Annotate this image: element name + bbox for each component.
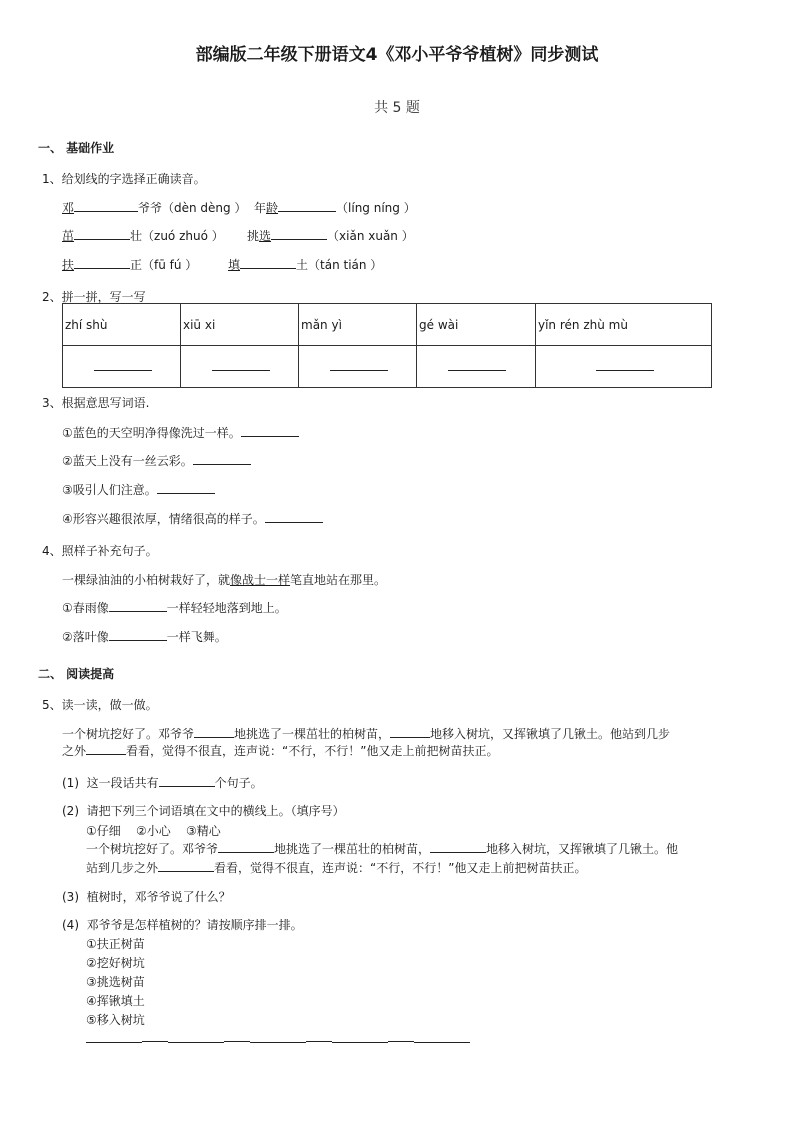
answer-blank[interactable] <box>271 228 327 240</box>
question-count: 共 5 题 <box>374 100 420 116</box>
answer-blank[interactable] <box>158 860 214 872</box>
answer-blank[interactable] <box>240 257 296 269</box>
answer-blank[interactable] <box>109 629 167 641</box>
underlined-char: 填 <box>228 258 241 272</box>
q1-row-3-b: 填 土（tán tián ） <box>228 258 383 272</box>
sub-question-3: (3) 植树时，邓爷爷说了什么？ <box>62 890 231 904</box>
order-item: ①扶正树苗 <box>86 937 145 951</box>
q3-item: ③吸引人们注意。 <box>62 481 215 498</box>
answer-blank[interactable] <box>74 228 130 240</box>
answer-blank[interactable] <box>157 482 215 494</box>
q1-row-1-b: 年龄 （líng níng ） <box>254 201 416 215</box>
reading-passage-line-2: 之外 看看，觉得不很直，连声说：“不行，不行！”他又走上前把树苗扶正。 <box>62 744 499 758</box>
sub-question-1: (1) 这一段话共有 个句子。 <box>62 776 263 790</box>
answer-blank[interactable] <box>218 841 274 853</box>
sub2-passage-line-1: 一个树坑挖好了。邓爷爷 地挑选了一棵茁壮的柏树苗， 地移入树坑，又挥锹填了几锹土。他 <box>86 842 679 856</box>
answer-blank[interactable] <box>193 453 251 465</box>
answer-blank[interactable] <box>168 1033 224 1043</box>
section-heading-basic: 一、 基础作业 <box>38 141 115 155</box>
reading-passage-line-1: 一个树坑挖好了。邓爷爷 地挑选了一棵茁壮的柏树苗， 地移入树坑，又挥锹填了几锹土。他站到几步 <box>62 727 671 741</box>
underlined-char: 龄 <box>266 201 279 215</box>
q4-example: 一棵绿油油的小柏树栽好了，就像战士一样笔直地站在那里。 <box>62 573 387 587</box>
q4-item-1: ①春雨像 一样轻轻地落到地上。 <box>62 601 287 615</box>
underlined-char: 邓 <box>62 201 75 215</box>
answer-blank[interactable] <box>194 726 234 738</box>
q1-row-3-a: 扶 正（fū fú ） <box>62 258 198 272</box>
answer-blank[interactable] <box>109 600 167 612</box>
answer-blank[interactable] <box>414 1033 470 1043</box>
answer-cell[interactable] <box>299 346 417 388</box>
pinyin-table <box>62 303 712 388</box>
q1-row-2-a: 茁 壮（zuó zhuó ） <box>62 229 224 243</box>
sub2-passage-line-2: 站到几步之外 看看，觉得不很直，连声说：“不行，不行！”他又走上前把树苗扶正。 <box>86 861 587 875</box>
underlined-char: 茁 <box>62 229 75 243</box>
answer-blank[interactable] <box>241 425 299 437</box>
arrow-dash <box>306 1038 332 1042</box>
arrow-dash <box>388 1038 414 1042</box>
order-answer-line <box>86 1032 470 1046</box>
answer-blank[interactable] <box>159 775 215 787</box>
answer-blank[interactable] <box>74 200 138 212</box>
answer-cell[interactable] <box>181 346 299 388</box>
q1-row-1-a: 邓 爷爷（dèn dèng ） <box>62 201 247 215</box>
arrow-dash <box>224 1038 250 1042</box>
answer-blank[interactable] <box>74 257 130 269</box>
question-5-stem: 5、读一读，做一做。 <box>42 698 158 712</box>
question-2-stem: 2、拼一拼，写一写 <box>42 290 146 304</box>
section-heading-reading: 二、 阅读提高 <box>38 667 115 681</box>
answer-blank[interactable] <box>265 511 323 523</box>
answer-blank[interactable] <box>332 1033 388 1043</box>
answer-cell[interactable] <box>417 346 536 388</box>
arrow-dash <box>142 1038 168 1042</box>
sub-question-4: (4) 邓爷爷是怎样植树的？请按顺序排一排。 <box>62 918 303 932</box>
pinyin-cell: zhí shù <box>63 304 181 346</box>
pinyin-cell: gé wài <box>417 304 536 346</box>
answer-blank[interactable] <box>86 743 126 755</box>
sub2-options: ①仔细 ②小心 ③精心 <box>86 824 221 838</box>
pinyin-cell: yǐn rén zhù mù <box>536 304 712 346</box>
answer-cell[interactable] <box>536 346 712 388</box>
pinyin-cell: xiū xi <box>181 304 299 346</box>
q3-item: ①蓝色的天空明净得像洗过一样。 <box>62 424 299 441</box>
question-3-stem: 3、根据意思写词语. <box>42 396 150 410</box>
question-4-stem: 4、照样子补充句子。 <box>42 544 158 558</box>
order-item: ③挑选树苗 <box>86 975 145 989</box>
order-item: ⑤移入树坑 <box>86 1013 145 1027</box>
answer-cell[interactable] <box>63 346 181 388</box>
answer-blank[interactable] <box>430 841 486 853</box>
answer-blank[interactable] <box>278 200 336 212</box>
order-item: ④挥锹填土 <box>86 994 145 1008</box>
q3-item: ②蓝天上没有一丝云彩。 <box>62 452 251 469</box>
underlined-char: 选 <box>259 229 272 243</box>
page-title: 部编版二年级下册语文4《邓小平爷爷植树》同步测试 <box>195 45 599 65</box>
question-1-stem: 1、给划线的字选择正确读音。 <box>42 172 206 186</box>
answer-blank[interactable] <box>390 726 430 738</box>
pinyin-cell: mǎn yì <box>299 304 417 346</box>
answer-blank[interactable] <box>86 1033 142 1043</box>
q1-row-2-b: 挑选 （xiǎn xuǎn ） <box>247 229 414 243</box>
order-item: ②挖好树坑 <box>86 956 145 970</box>
underlined-char: 扶 <box>62 258 75 272</box>
q3-item: ④形容兴趣很浓厚，情绪很高的样子。 <box>62 510 323 527</box>
sub-question-2: (2) 请把下列三个词语填在文中的横线上。（填序号） <box>62 804 345 818</box>
answer-blank[interactable] <box>250 1033 306 1043</box>
q4-item-2: ②落叶像 一样飞舞。 <box>62 630 227 644</box>
